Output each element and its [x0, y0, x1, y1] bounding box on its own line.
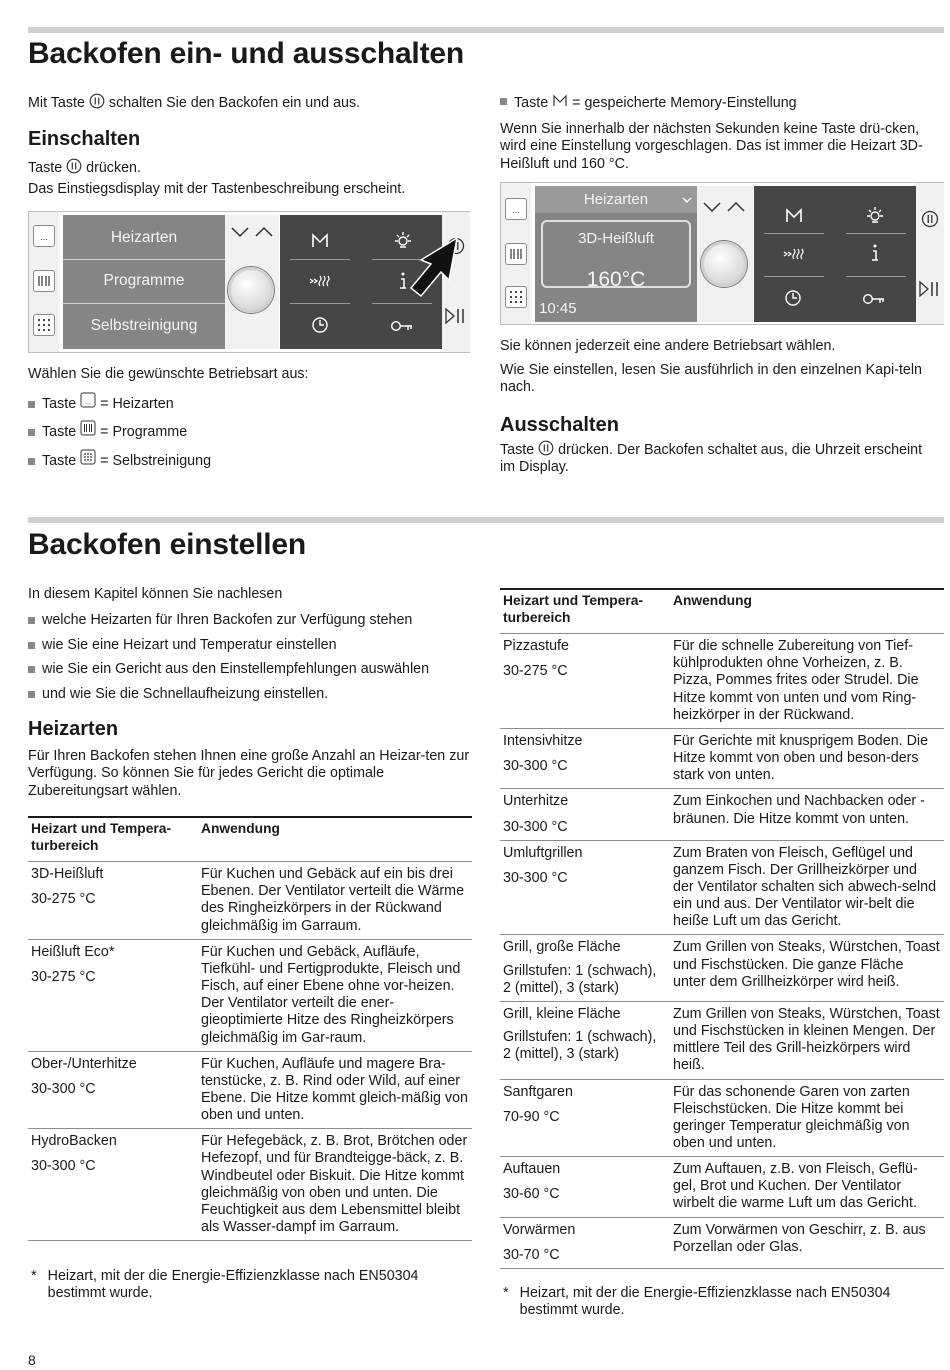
section-rule: [28, 27, 944, 33]
mode-cell: Grill, große Fläche Grillstufen: 1 (schwach), 2 (mittel), 3 (stark): [503, 939, 657, 996]
mode-cell: Umluftgrillen 30-300 °C: [503, 844, 583, 886]
power-button-icon: [66, 158, 82, 174]
self-cleaning-icon: [34, 315, 54, 335]
right-button-column: [916, 183, 944, 324]
display-heizarten: [535, 186, 697, 322]
step-pre: Taste: [28, 160, 63, 176]
change-text: Sie können jederzeit eine andere Betriebsart wählen.: [500, 338, 836, 354]
bullet: [28, 458, 35, 465]
bullet: [28, 401, 35, 408]
self-cleaning-icon: [80, 449, 96, 465]
display-temperature[interactable]: 160°C: [586, 268, 646, 291]
choose-text: Wählen Sie die gewünschte Betriebsart aus:: [28, 366, 309, 382]
list-item: Taste = Selbstreinigung: [28, 449, 211, 470]
table-row: [500, 1001, 944, 1079]
start-pause-icon[interactable]: [444, 306, 468, 326]
button-divider: [846, 276, 906, 277]
arrow-buttons[interactable]: [228, 222, 276, 242]
mode-cell: Intensivhitze 30-300 °C: [503, 732, 583, 775]
use-cell: Für Kuchen und Gebäck auf ein bis drei Ebenen. Der Ventilator verteilt die Wärme des Ringheizkörpers in der Rückwand gleichmäßig im Garraum.: [201, 866, 465, 934]
use-cell: Zum Grillen von Steaks, Würstchen, Toast und Fischstücken in kleinen Mengen. Der mittlere Teil des Grill-heizkörpers wird heiß.: [673, 1005, 940, 1074]
chevron-up-icon: [728, 203, 744, 211]
heating-modes-icon: [506, 199, 526, 219]
table-header-row: [28, 817, 472, 862]
ausschalten-heading: Ausschalten: [500, 414, 619, 436]
menu-item-programme[interactable]: Programme: [103, 272, 185, 289]
quick-heat-icon[interactable]: [308, 273, 332, 289]
rotary-knob[interactable]: [701, 241, 747, 287]
button-divider: [764, 276, 824, 277]
bullet: [28, 617, 35, 624]
table-row: [500, 728, 944, 788]
einschalten-note: Das Einstiegsdisplay mit der Tastenbeschreibung erscheint.: [28, 181, 406, 197]
section-title: Backofen ein- und ausschalten: [28, 37, 464, 70]
bullet: [28, 429, 35, 436]
bullet: [28, 691, 35, 698]
power-button-icon[interactable]: [920, 209, 940, 229]
intro-line: [28, 93, 468, 112]
column-header: Anwendung: [201, 821, 280, 836]
use-cell: Für Kuchen und Gebäck, Aufläufe, Tiefkühl- und Fertigprodukte, Fleisch und Fisch, auf einer Ebene ohne vor-heizen. Der Ventilator verteilt die ener-gieoptimierte Hitze des Ringheizkörpers gleichmäßig im Gar-raum.: [201, 943, 461, 1046]
menu-item-heizarten[interactable]: Heizarten: [110, 229, 178, 246]
mode-cell: HydroBacken 30-300 °C: [31, 1133, 117, 1175]
rotary-knob[interactable]: [228, 267, 274, 313]
mode-cell: Auftauen 30-60 °C: [503, 1161, 561, 1203]
step-post: drücken.: [86, 160, 141, 176]
memory-note: Wenn Sie innerhalb der nächsten Sekunden keine Taste drü-cken, wird eine Einstellung vorgeschlagen. Das ist immer die Heizart 3D-Heißluft und 160 °C.: [500, 121, 923, 172]
column-header: Heizart und Tempera-turbereich: [503, 593, 644, 625]
side-button-column: [501, 183, 531, 324]
button-divider: [764, 233, 824, 234]
use-cell: Für das schonende Garen von zarten Fleischstücken. Die Hitze kommt bei geringer Temperatur gleichmäßig von oben und unten.: [673, 1083, 910, 1151]
mode-list: [28, 392, 211, 477]
table-row: [500, 1217, 944, 1268]
button-divider: [372, 303, 432, 304]
quick-heat-icon[interactable]: [782, 246, 806, 262]
memory-icon[interactable]: [310, 231, 330, 251]
use-cell: Zum Braten von Fleisch, Geflügel und ganzem Fisch. Der Grillheizkörper und der Ventilator schalten sich abwech-selnd ein und aus. Der Ventilator wir-belt die heiße Luft um das Gericht.: [673, 844, 937, 930]
mode-cell: Pizzastufe 30-275 °C: [503, 638, 569, 680]
programmes-icon: [80, 420, 96, 436]
column-header: Anwendung: [673, 593, 752, 608]
clock-icon[interactable]: [784, 289, 802, 307]
programmes-icon: [34, 271, 54, 291]
display-header-label: Heizarten: [583, 191, 649, 208]
display-clock: 10:45: [539, 300, 577, 317]
child-lock-icon[interactable]: [862, 292, 886, 306]
display-mode[interactable]: 3D-Heißluft: [578, 230, 654, 247]
footnote: [28, 1268, 468, 1303]
list-item: Taste = Programme: [28, 420, 211, 441]
list-item: welche Heizarten für Ihren Backofen zur Verfügung stehen: [28, 612, 473, 629]
side-button-column: [29, 212, 59, 352]
chevron-up-icon: [256, 228, 272, 236]
mode-cell: Unterhitze 30-300 °C: [503, 793, 569, 835]
svg-text:...: ...: [85, 399, 92, 406]
power-button-icon: [89, 93, 105, 109]
self-cleaning-icon: [506, 287, 526, 307]
button-divider: [846, 233, 906, 234]
button-divider: [290, 303, 350, 304]
table-row: [500, 1157, 944, 1217]
heating-modes-button[interactable]: [33, 225, 55, 247]
footnote-text: Heizart, mit der die Energie-Effizienzklasse nach EN50304 bestimmt wurde.: [519, 1285, 891, 1319]
mode-cell: Heißluft Eco* 30-275 °C: [31, 943, 115, 985]
control-panel-start: [28, 211, 470, 353]
heating-modes-table-left: [28, 816, 472, 1241]
column-header: Heizart und Tempera-turbereich: [31, 821, 172, 853]
table-row: [28, 939, 472, 1051]
table-row: [500, 634, 944, 729]
self-cleaning-button[interactable]: [33, 314, 55, 336]
display-menu: [63, 215, 225, 349]
chapter-intro: In diesem Kapitel können Sie nachlesen: [28, 586, 283, 602]
light-icon[interactable]: [864, 204, 886, 226]
einschalten-step: [28, 158, 141, 177]
info-icon[interactable]: [396, 271, 410, 291]
info-icon[interactable]: [868, 243, 882, 263]
table-row: [500, 840, 944, 935]
footnote-mark: *: [503, 1285, 509, 1301]
list-item: und wie Sie die Schnellaufheizung einstellen.: [28, 686, 473, 703]
use-cell: Für Hefegebäck, z. B. Brot, Brötchen oder Hefezopf, und für Brandteigge-bäck, z. B. Windbeutel oder Biskuit. Die Hitze kommt gleichmäßig von oben und unten. Die Feuchtigkeit aus dem Lebensmittel bleibt als Wasser-dampf im Garraum.: [201, 1133, 468, 1236]
table-row: [28, 1129, 472, 1241]
menu-item-selbstreinigung[interactable]: Selbstreinigung: [90, 317, 198, 334]
control-panel-heizarten: [500, 182, 944, 325]
section-title: Backofen einstellen: [28, 528, 306, 561]
table-row: [28, 1051, 472, 1129]
menu-divider: [63, 303, 225, 304]
heating-modes-table-right: [500, 588, 944, 1269]
einschalten-heading: Einschalten: [28, 128, 141, 150]
child-lock-icon[interactable]: [390, 319, 414, 333]
memory-line: Taste = gespeicherte Memory-Einstellung: [500, 93, 797, 112]
use-cell: Zum Vorwärmen von Geschirr, z. B. aus Porzellan oder Glas.: [673, 1221, 926, 1255]
list-item: wie Sie eine Heizart und Temperatur einstellen: [28, 637, 473, 654]
table-row: [28, 862, 472, 940]
arrow-buttons[interactable]: [700, 197, 748, 217]
function-buttons: [754, 186, 916, 322]
chapter-bullets: [28, 612, 473, 710]
list-item: Taste ... = Heizarten: [28, 392, 211, 413]
ausschalten-text: Taste drücken. Der Backofen schaltet aus, die Uhrzeit erscheint im Display.: [500, 442, 923, 476]
page-number: 8: [28, 1352, 36, 1368]
memory-icon: [552, 93, 568, 109]
button-divider: [290, 259, 350, 260]
footnote: [500, 1285, 940, 1320]
programmes-button[interactable]: [505, 243, 527, 265]
power-button-icon: [538, 440, 554, 456]
bullet: [28, 666, 35, 673]
menu-divider: [63, 259, 225, 260]
mode-cell: Ober-/Unterhitze 30-300 °C: [31, 1055, 137, 1097]
mode-cell: Grill, kleine Fläche Grillstufen: 1 (schwach), 2 (mittel), 3 (stark): [503, 1005, 657, 1063]
knob-area: [225, 215, 279, 349]
programmes-icon: [506, 244, 526, 264]
clock-icon[interactable]: [311, 316, 329, 334]
svg-text:...: ...: [512, 206, 520, 215]
knob-area: [697, 186, 753, 322]
heating-modes-icon: [80, 392, 96, 408]
mode-cell: Vorwärmen 30-70 °C: [503, 1221, 576, 1263]
footnote-mark: *: [31, 1268, 37, 1284]
table-row: [500, 789, 944, 840]
memory-icon[interactable]: [784, 206, 804, 226]
heizarten-text: Für Ihren Backofen stehen Ihnen eine große Anzahl an Heizar-ten zur Verfügung. So können Sie für jedes Gericht die optimale Zubereitungsart wählen.: [28, 748, 470, 799]
bullet: [28, 642, 35, 649]
heizarten-heading: Heizarten: [28, 718, 119, 740]
chevron-down-icon: [682, 196, 692, 204]
table-row: [500, 935, 944, 1001]
heating-modes-icon: [34, 226, 54, 246]
use-cell: Zum Auftauen, z.B. von Fleisch, Geflü-gel, Brot und Kuchen. Der Ventilator wirbelt die warme Luft um das Gericht.: [673, 1161, 918, 1212]
display-header: [535, 186, 697, 213]
table-header-row: [500, 589, 944, 634]
heating-modes-button[interactable]: [505, 198, 527, 220]
list-item: wie Sie ein Gericht aus den Einstellempfehlungen auswählen: [28, 661, 473, 678]
chevron-down-icon: [704, 203, 720, 211]
intro-post: schalten Sie den Backofen ein und aus.: [108, 95, 361, 111]
svg-text:...: ...: [40, 233, 48, 242]
programmes-button[interactable]: [33, 270, 55, 292]
use-cell: Für Gerichte mit knusprigem Boden. Die Hitze kommt von oben und beson-ders stark von unten.: [673, 732, 929, 784]
chevron-down-icon: [232, 228, 248, 236]
use-cell: Für die schnelle Zubereitung von Tief-kühlprodukten ohne Vorheizen, z. B. Pizza, Pommes frites oder Strudel. Die Hitze kommt von unten und vom Ring-heizkörper in der Rückwand.: [673, 638, 919, 723]
self-cleaning-button[interactable]: [505, 286, 527, 308]
section-rule: [28, 517, 944, 523]
use-cell: Zum Einkochen und Nachbacken oder -bräunen. Die Hitze kommt von unten.: [673, 793, 925, 827]
mode-cell: Sanftgaren 70-90 °C: [503, 1083, 573, 1125]
bullet: [500, 98, 507, 105]
use-cell: Zum Grillen von Steaks, Würstchen, Toast und Fischstücken. Die ganze Fläche unter dem Grillheizkörper wird heiß.: [673, 939, 940, 990]
footnote-text: Heizart, mit der die Energie-Effizienzklasse nach EN50304 bestimmt wurde.: [47, 1268, 419, 1302]
use-cell: Für Kuchen, Aufläufe und magere Bra-tenstücke, z. B. Rind oder Wild, auf einer Ebene. Die Hitze kommt gleich-mäßig von oben und unten.: [201, 1055, 468, 1124]
intro-pre: Mit Taste: [28, 95, 85, 111]
howto-text: Wie Sie einstellen, lesen Sie ausführlich in den einzelnen Kapi-teln nach.: [500, 362, 923, 396]
table-row: [500, 1079, 944, 1157]
mode-cell: 3D-Heißluft 30-275 °C: [31, 866, 104, 908]
pointer-arrow-icon: [409, 234, 461, 298]
start-pause-icon[interactable]: [918, 279, 942, 299]
